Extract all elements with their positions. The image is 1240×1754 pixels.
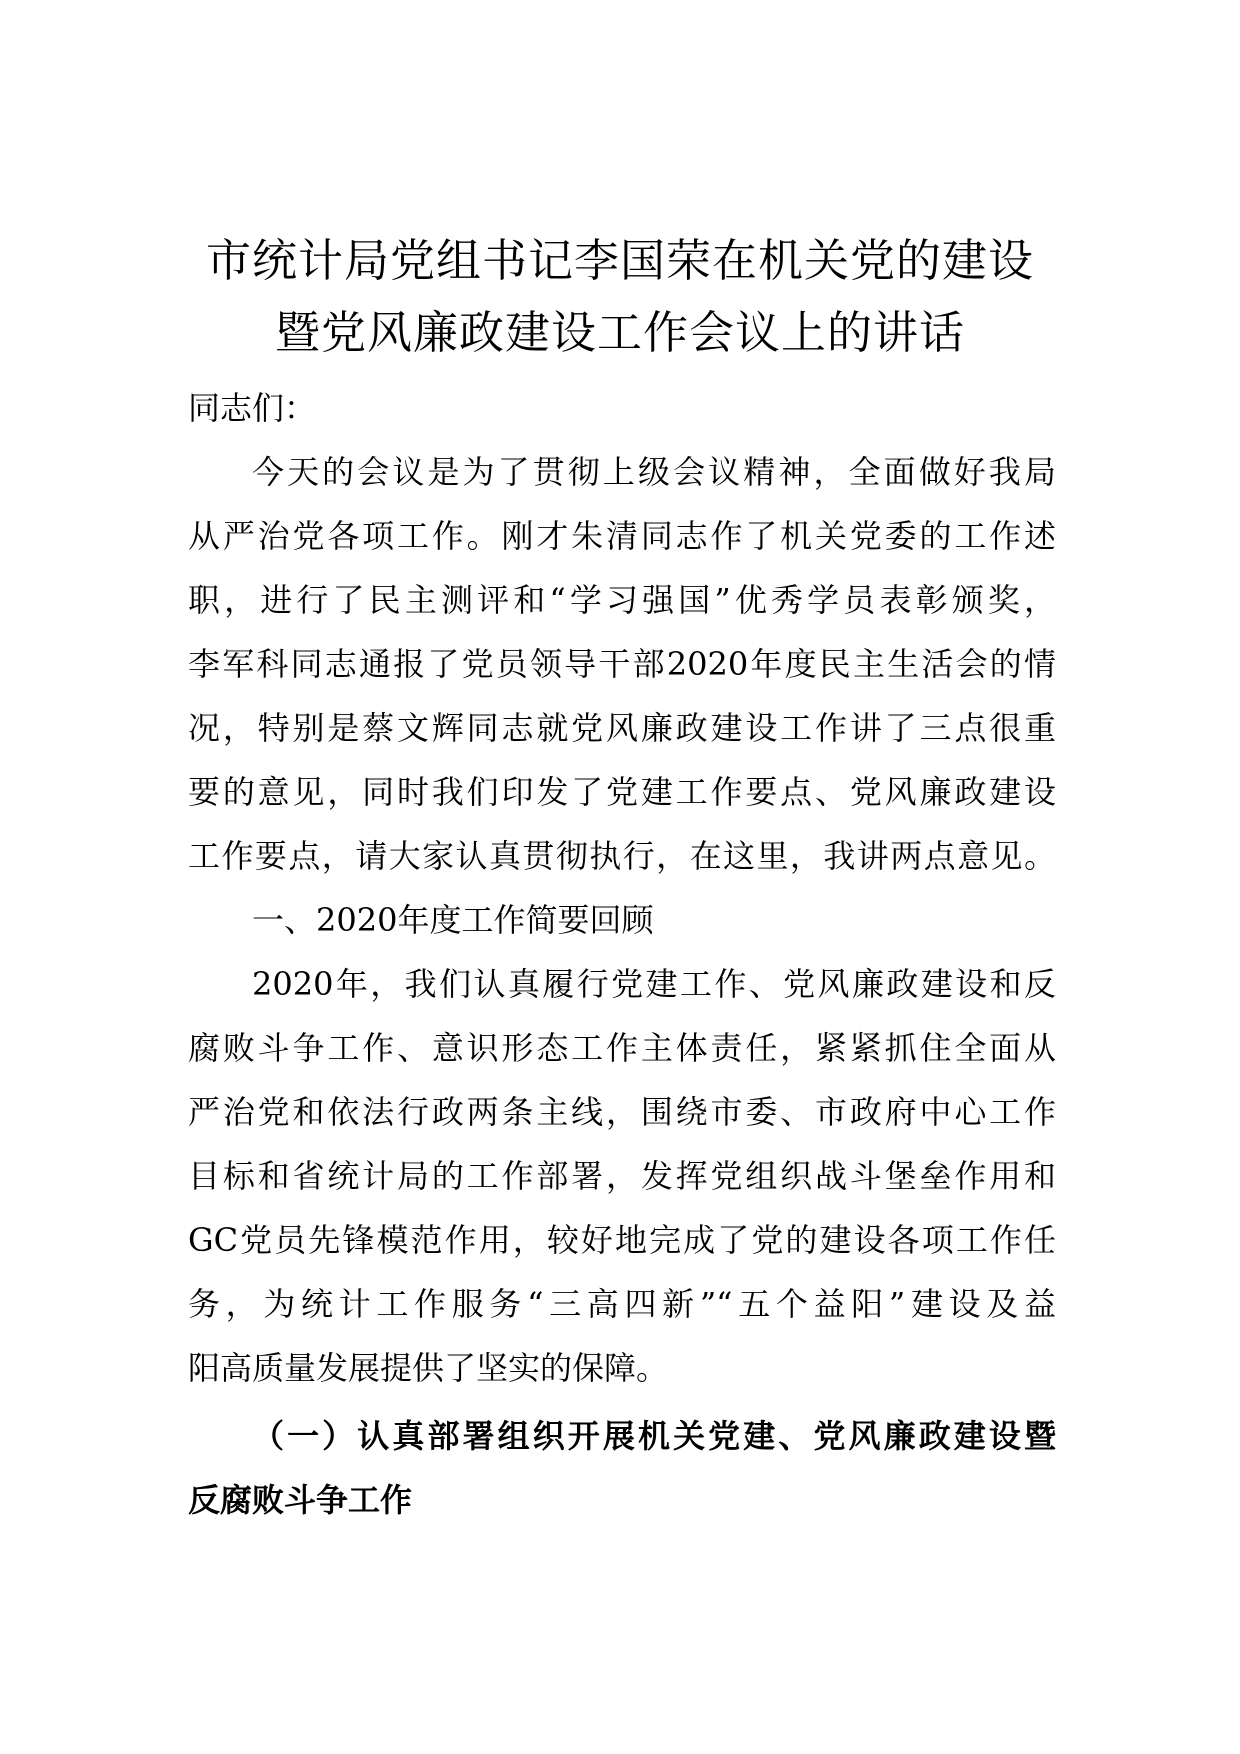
document-title-line-2: 暨党风廉政建设工作会议上的讲话 bbox=[274, 306, 965, 359]
paragraph-1-line-1: 今天的会议是为了贯彻上级会议精神，全面做好我局 bbox=[252, 453, 1056, 491]
paragraph-2-line-7: 阳高质量发展提供了坚实的保障。 bbox=[188, 1349, 669, 1387]
paragraph-1-line-3: 职，进行了民主测评和“学习强国”优秀学员表彰颁奖， bbox=[188, 581, 1056, 619]
document-title-line-1: 市统计局党组书记李国荣在机关党的建设 bbox=[205, 234, 1034, 287]
paragraph-2-line-2: 腐败斗争工作、意识形态工作主体责任，紧紧抓住全面从 bbox=[188, 1029, 1056, 1067]
paragraph-2-line-4: 目标和省统计局的工作部署，发挥党组织战斗堡垒作用和 bbox=[188, 1157, 1056, 1195]
paragraph-2-line-1: 2020年，我们认真履行党建工作、党风廉政建设和反 bbox=[252, 965, 1056, 1003]
paragraph-1-line-6: 要的意见，同时我们印发了党建工作要点、党风廉政建设 bbox=[188, 773, 1056, 811]
paragraph-1-line-4: 李军科同志通报了党员领导干部2020年度民主生活会的情 bbox=[188, 645, 1056, 683]
paragraph-1-line-7: 工作要点，请大家认真贯彻执行，在这里，我讲两点意见。 bbox=[188, 837, 1056, 875]
paragraph-1-line-5: 况，特别是蔡文辉同志就党风廉政建设工作讲了三点很重 bbox=[188, 709, 1056, 747]
paragraph-2-line-5: GC党员先锋模范作用，较好地完成了党的建设各项工作任 bbox=[188, 1221, 1056, 1259]
subsection-1-heading-line-1: （一）认真部署组织开展机关党建、党风廉政建设暨 bbox=[252, 1417, 1056, 1455]
section-1-heading: 一、2020年度工作简要回顾 bbox=[252, 901, 654, 939]
paragraph-2-line-6: 务，为统计工作服务“三高四新”“五个益阳”建设及益 bbox=[188, 1285, 1056, 1323]
paragraph-2-line-3: 严治党和依法行政两条主线，围绕市委、市政府中心工作 bbox=[188, 1093, 1056, 1131]
paragraph-1-line-2: 从严治党各项工作。刚才朱清同志作了机关党委的工作述 bbox=[188, 517, 1056, 555]
subsection-1-heading-line-2: 反腐败斗争工作 bbox=[188, 1481, 413, 1519]
salutation: 同志们： bbox=[188, 389, 317, 427]
